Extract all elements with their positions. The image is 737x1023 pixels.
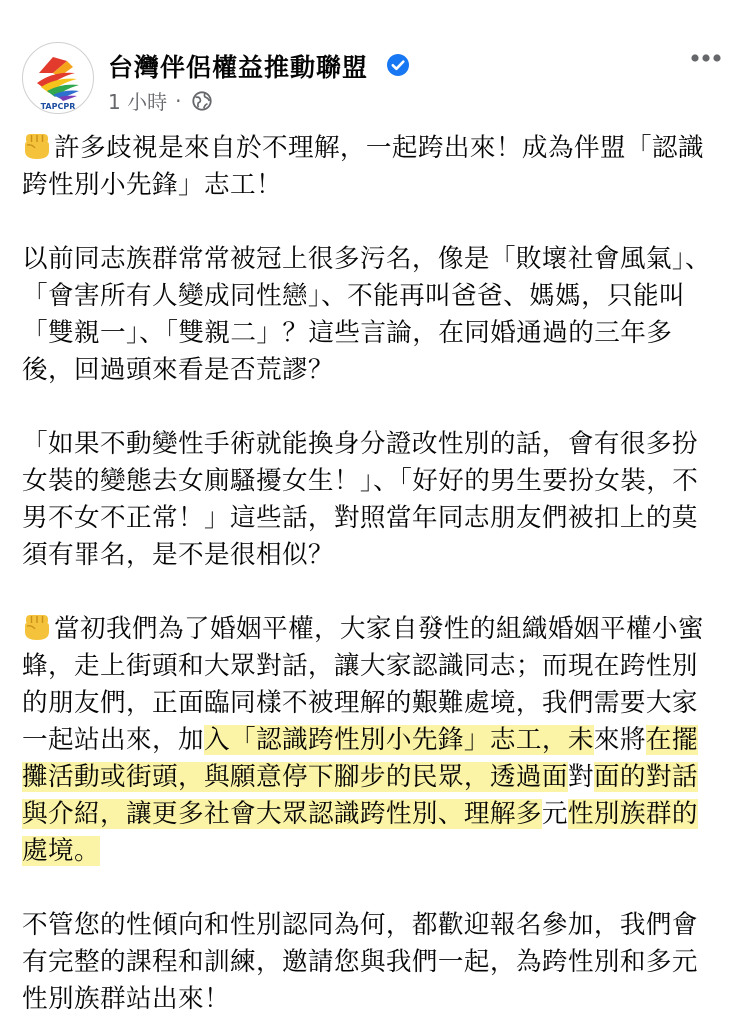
more-horizontal-icon[interactable] [690,52,722,64]
paragraph-gap [22,574,722,611]
paragraph-gap [22,204,722,241]
verified-badge-icon [386,53,410,77]
paragraph-4-text: 對 [567,762,594,792]
paragraph-4-text: 來將 [593,725,646,755]
raised-fist-emoji [22,131,52,161]
raised-fist-emoji [22,612,52,642]
post-paragraph-3: 「如果不動變性手術就能換身分證改性別的話，會有很多扮女裝的變態去女廁騷擾女生！」、「好好的男生要扮女裝，不男不女不正常！」這些話，對照當年同志朋友們被扣上的莫須有罪名，是不是很相似？ [22,429,699,570]
highlighted-text: 在擺攤活動或街頭，與願意停下腳步的民眾，透過面 [22,725,698,792]
post-paragraph-1 [22,130,722,204]
globe-icon[interactable] [191,90,213,112]
highlighted-text: 性別族群的處境。 [22,799,698,866]
tapcpr-logo [23,43,93,113]
paragraph-4-text: 當初我們為了婚姻平權，大家自發性的組織婚姻平權小蜜蜂，走上街頭和大眾對話，讓大家認識同志；而現在跨性別的朋友們，正面臨同樣不被理解的艱難處境，我們需要大家一起站出來，加 [22,614,704,755]
post-body [22,130,722,1018]
meta-separator: · [175,88,182,113]
paragraph-1-text: 許多歧視是來自於不理解，一起跨出來！成為伴盟「認識跨性別小先鋒」志工！ [22,133,704,200]
post-timestamp[interactable]: 1 小時 [108,90,168,114]
page-avatar[interactable] [22,42,94,114]
highlighted-text: 入「認識跨性別小先鋒」志工，未 [203,725,594,755]
post-paragraph-2: 以前同志族群常常被冠上很多污名，像是「敗壞社會風氣」、「會害所有人變成同性戀」、不能再叫爸爸、媽媽，只能叫「雙親一」、「雙親二」？這些言論，在同婚通過的三年多後，回過頭來看是否荒謬？ [22,244,712,385]
post-paragraph-5: 不管您的性傾向和性別認同為何，都歡迎報名參加，我們會有完整的課程和訓練，邀請您與我們一起，為跨性別和多元性別族群站出來！ [22,910,698,1014]
post-header [0,0,737,125]
paragraph-4-text: 元 [541,799,568,829]
paragraph-gap [22,870,722,907]
post-paragraph-4 [22,611,722,870]
logo-caption: TAPCPR [40,102,76,111]
post-meta [108,86,213,115]
paragraph-gap [22,389,722,426]
page-name-link[interactable]: 台灣伴侶權益推動聯盟 [108,53,369,82]
highlighted-text: 面的對話與介紹，讓更多社會大眾認識跨性別、理解多 [22,762,698,829]
